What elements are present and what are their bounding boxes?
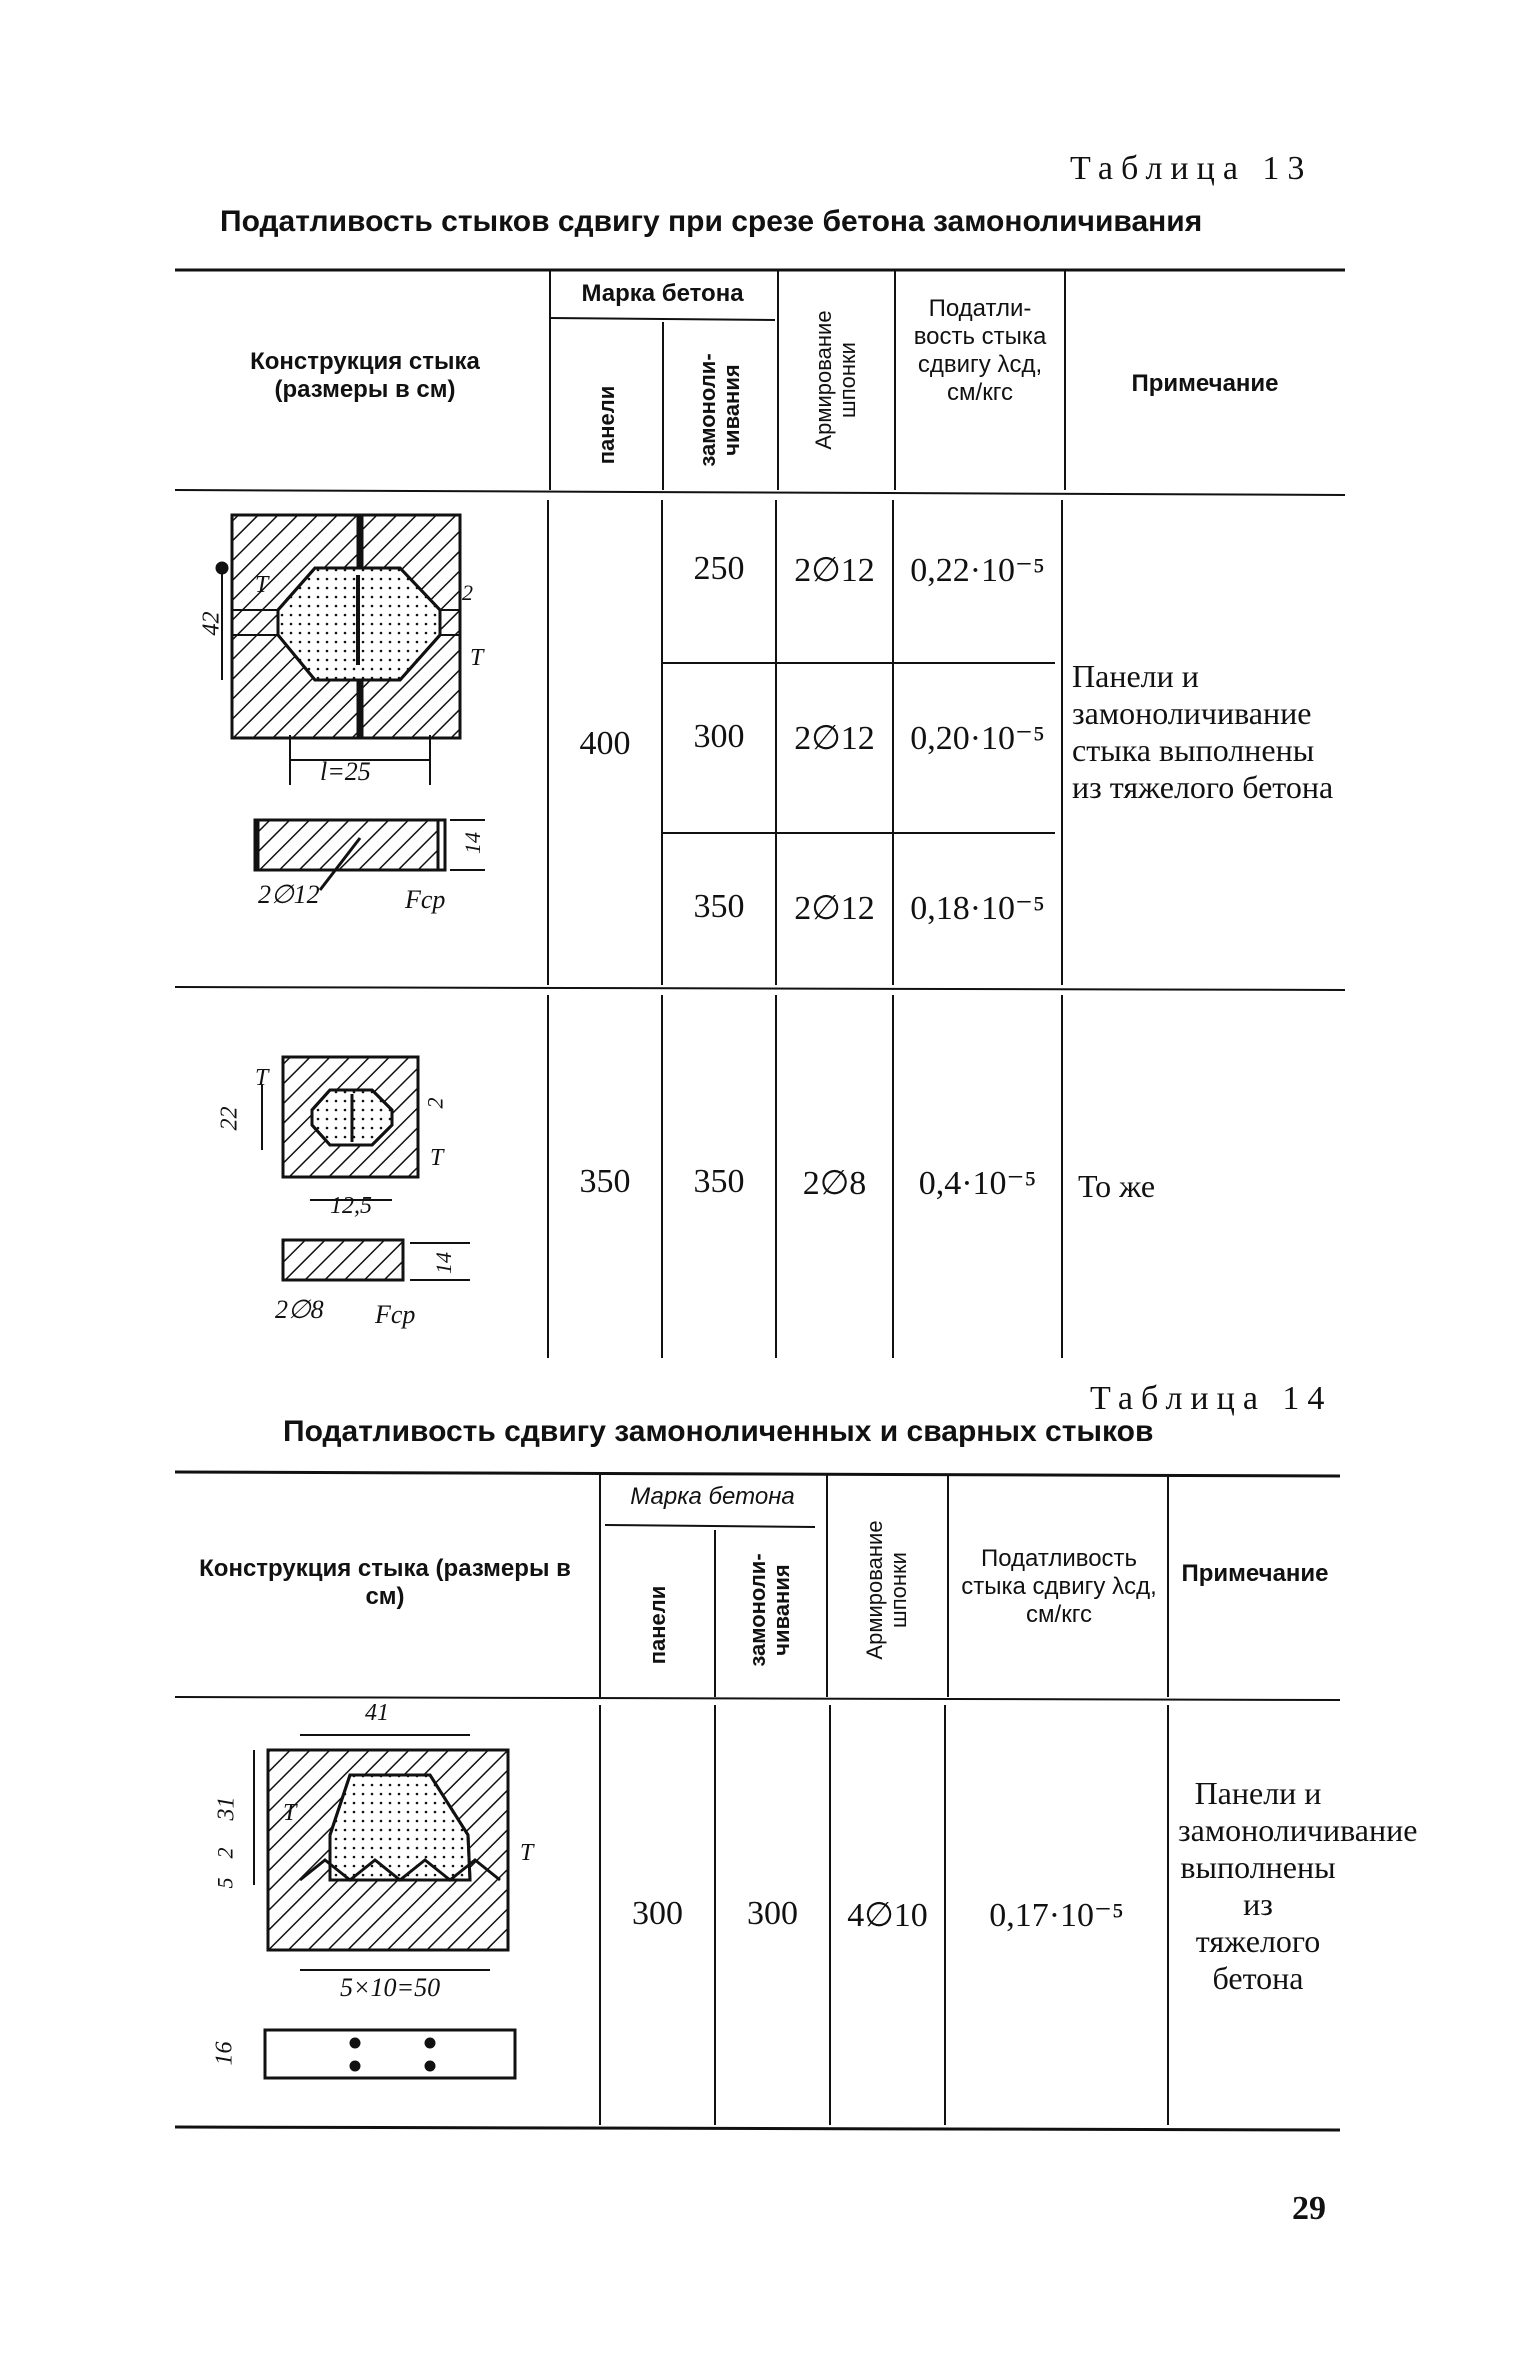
t14-header-panel: панели [645, 1585, 670, 1665]
t14-header-construction: Конструкция стыка (размеры в см) [199, 1555, 571, 1610]
t13-r2-grouting: 300 [693, 718, 745, 755]
t13-r1-reinforcement: 2∅12 [794, 552, 875, 589]
drawing2-depth: 14 [431, 1252, 456, 1274]
t14-header-note: Примечание [1181, 1560, 1329, 1587]
t13-header-construction: Конструкция стыка (размеры в см) [250, 348, 480, 403]
t13-header-compliance: Податли- вость стыка сдвигу λсд, см/кгс [913, 295, 1047, 406]
drawing1-height: 42 [198, 611, 225, 636]
t13-note-2: То же [1078, 1168, 1156, 1204]
t14-reinforcement: 4∅10 [847, 1897, 928, 1934]
t13-r1-compliance: 0,22·10⁻⁵ [910, 552, 1045, 589]
drawing2-t2: T [430, 1145, 444, 1171]
drawing3-t2: T [520, 1840, 534, 1866]
t13-panel-400: 400 [579, 725, 631, 762]
t13-r2-reinforcement: 2∅12 [794, 720, 875, 757]
table13-caption: Таблица 13 [1070, 150, 1313, 187]
drawing2-d: 2 [422, 1097, 448, 1109]
drawing1-depth: 14 [460, 832, 485, 854]
t13-r3-grouting: 350 [693, 888, 745, 925]
t13-r4-reinforcement: 2∅8 [802, 1165, 867, 1202]
drawing1-rebar: 2∅12 [258, 880, 320, 909]
t13-r1-grouting: 250 [693, 550, 745, 587]
drawing3-d2: 5 [212, 1877, 238, 1889]
joint-drawing-3 [254, 1735, 515, 2078]
drawing2-height: 22 [216, 1106, 243, 1131]
t14-panel: 300 [632, 1895, 683, 1932]
t13-note-1: Панели и замоноличивание стыка выполнены из тяжелого бетона [1072, 658, 1334, 805]
drawing2-length: 12,5 [330, 1193, 372, 1219]
drawing3-depth: 16 [211, 2041, 238, 2066]
t13-r3-compliance: 0,18·10⁻⁵ [910, 890, 1045, 927]
t14-header-compliance: Податливость стыка сдвигу λсд, см/кгс [961, 1545, 1157, 1628]
t14-header-reinforcement: Армирование шпонки [862, 1520, 911, 1660]
t13-header-panel: панели [594, 385, 619, 465]
drawing3-length: 5×10=50 [340, 1973, 441, 2002]
t14-header-concrete-grade: Марка бетона [630, 1483, 795, 1510]
drawing1-t2: T [470, 645, 484, 671]
t13-header-reinforcement: Армирование шпонки [811, 310, 860, 450]
drawing2-t1: T [255, 1065, 269, 1091]
t14-compliance: 0,17·10⁻⁵ [989, 1897, 1124, 1934]
table13-title: Податливость стыков сдвигу при срезе бетона замоноличивания [220, 205, 1203, 238]
table14-title: Податливость сдвигу замоноличенных и сварных стыков [283, 1415, 1154, 1448]
drawing3-t1: T [283, 1800, 297, 1826]
drawing1-length: l=25 [320, 757, 371, 786]
drawing1-force: Fср [405, 885, 446, 914]
drawing2-force: Fср [375, 1300, 416, 1329]
t13-r4-panel: 350 [579, 1163, 631, 1200]
t13-r3-reinforcement: 2∅12 [794, 890, 875, 927]
t13-header-concrete-grade: Марка бетона [581, 280, 744, 307]
t14-header-grouting: замоноли- чивания [745, 1553, 794, 1667]
t13-header-grouting: замоноли- чивания [695, 353, 744, 467]
t14-grouting: 300 [747, 1895, 798, 1932]
drawing3-d1: 2 [212, 1847, 238, 1859]
table14-caption: Таблица 14 [1090, 1380, 1333, 1417]
t13-r4-grouting: 350 [693, 1163, 745, 1200]
drawing3-width: 41 [365, 1700, 389, 1726]
t13-r4-compliance: 0,4·10⁻⁵ [918, 1165, 1037, 1202]
drawing3-height: 31 [213, 1796, 240, 1821]
drawing1-d: 2 [462, 580, 473, 605]
drawing1-t1: T [255, 572, 269, 598]
t13-r2-compliance: 0,20·10⁻⁵ [910, 720, 1045, 757]
t14-note: Панели и замоноличивание выполнены из тяжелого бетона [1178, 1775, 1418, 1996]
drawing2-rebar: 2∅8 [275, 1295, 324, 1324]
t13-header-note: Примечание [1131, 370, 1279, 397]
page-number: 29 [1292, 2190, 1326, 2227]
